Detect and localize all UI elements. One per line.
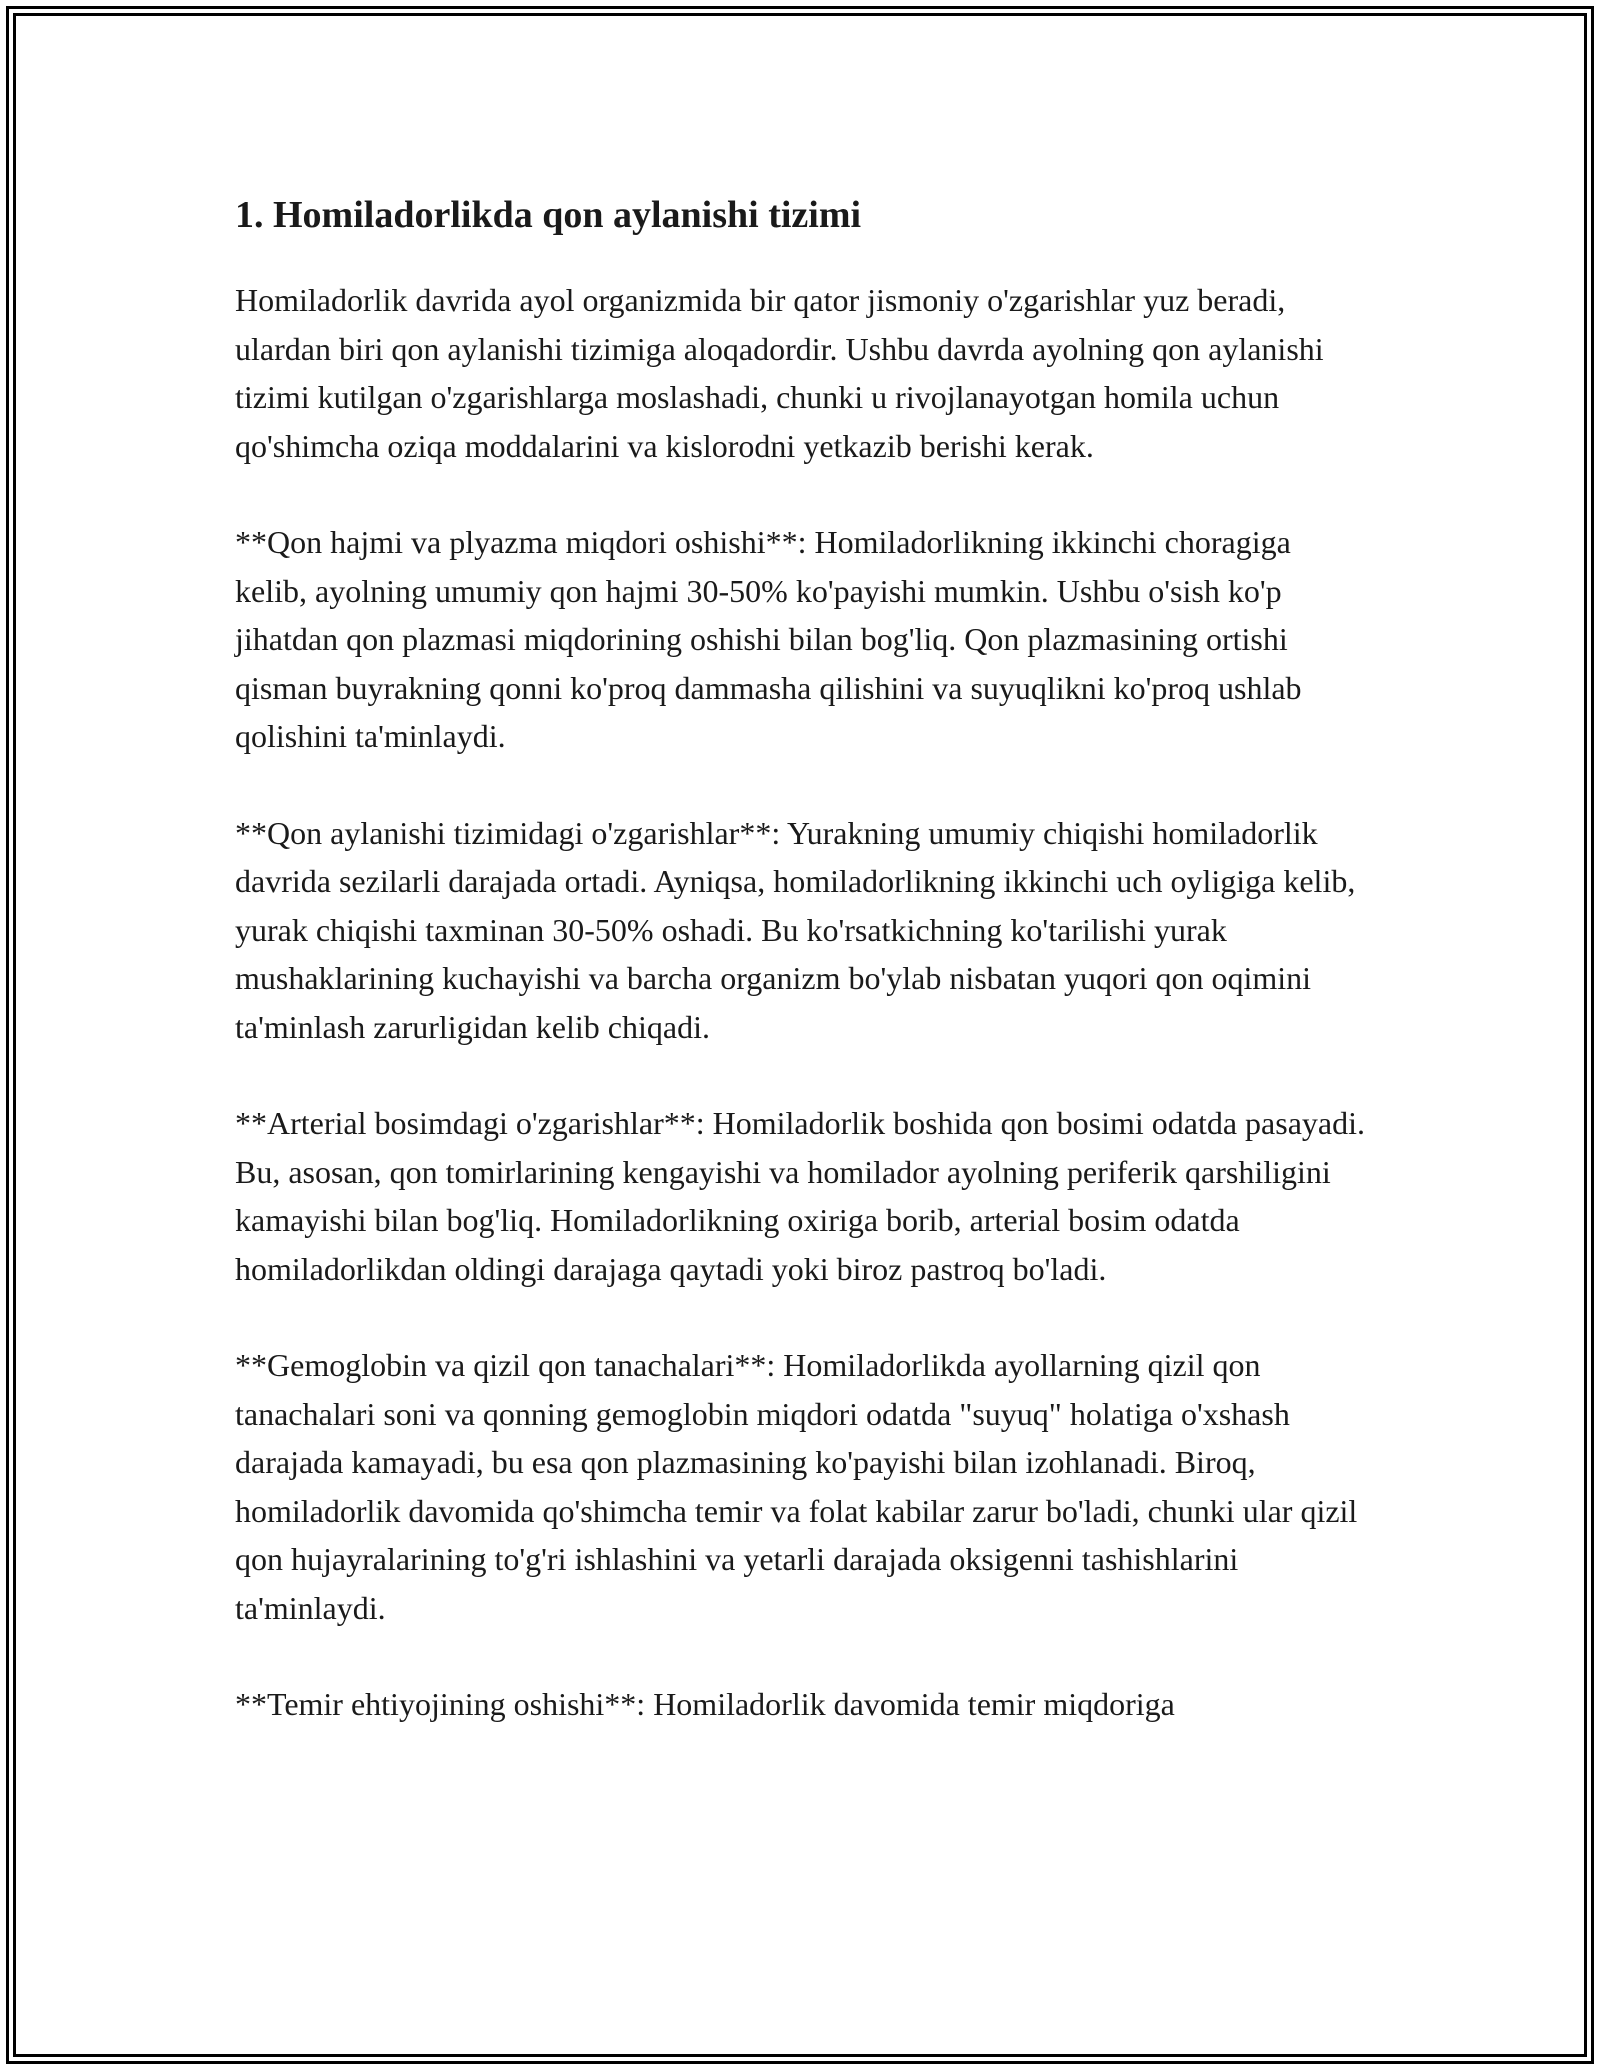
paragraph-hemoglobin: **Gemoglobin va qizil qon tanachalari**: Homiladorlikda ayollarning qizil qon tanachalari soni va qonning gemoglobin miqdori odatda "suyuq" holatiga o'xshash darajada kamayadi, bu esa qon plazmasining ko'payishi bilan izohlanadi. Biroq, homiladorlik davomida qo'shimcha temir va folat kabilar zarur bo'ladi, chunki ular qizil qon hujayralarining to'g'ri ishlashini va yetarli darajada oksigenni tashishlarini ta'minlaydi. xyxy=(235,1347,1358,1626)
paragraph-iron-needs: **Temir ehtiyojining oshishi**: Homiladorlik davomida temir miqdoriga xyxy=(235,1686,1175,1722)
paragraph-blood-volume: **Qon hajmi va plyazma miqdori oshishi**: Homiladorlikning ikkinchi choragiga kelib, ayolning umumiy qon hajmi 30-50% ko'payishi mumkin. Ushbu o'sish ko'p jihatdan qon plazmasi miqdorining oshishi bilan bog'liq. Qon plazmasining ortishi qisman buyrakning qonni ko'proq dammasha qilishini va suyuqlikni ko'proq ushlab qolishini ta'minlaydi. xyxy=(235,524,1302,754)
paragraph-arterial-pressure: **Arterial bosimdagi o'zgarishlar**: Homiladorlik boshida qon bosimi odatda pasayadi. Bu, asosan, qon tomirlarining kengayishi va homilador ayolning periferik qarshiligini kamayishi bilan bog'liq. Homiladorlikning oxiriga borib, arterial bosim odatda homiladorlikdan oldingi darajaga qaytadi yoki biroz pastroq bo'ladi. xyxy=(235,1105,1365,1287)
paragraph-circulation-changes: **Qon aylanishi tizimidagi o'zgarishlar**: Yurakning umumiy chiqishi homiladorlik davrida sezilarli darajada ortadi. Ayniqsa, homiladorlikning ikkinchi uch oyligiga kelib, yurak chiqishi taxminan 30-50% oshadi. Bu ko'rsatkichning ko'tarilishi yurak mushaklarining kuchayishi va barcha organizm bo'ylab nisbatan yuqori qon oqimini ta'minlash zarurligidan kelib chiqadi. xyxy=(235,814,1356,1045)
document-title: 1. Homiladorlikda qon aylanishi tizimi xyxy=(235,194,862,236)
paragraph-intro: Homiladorlik davrida ayol organizmida bir qator jismoniy o'zgarishlar yuz beradi, ulardan biri qon aylanishi tizimiga aloqadordir. Ushbu davrda ayolning qon aylanishi tizimi kutilgan o'zgarishlarga moslashadi, chunki u rivojlanayotgan homila uchun qo'shimcha oziqa moddalarini va kislorodni yetkazib berishi kerak. xyxy=(235,282,1324,464)
document-body xyxy=(235,180,1365,1777)
